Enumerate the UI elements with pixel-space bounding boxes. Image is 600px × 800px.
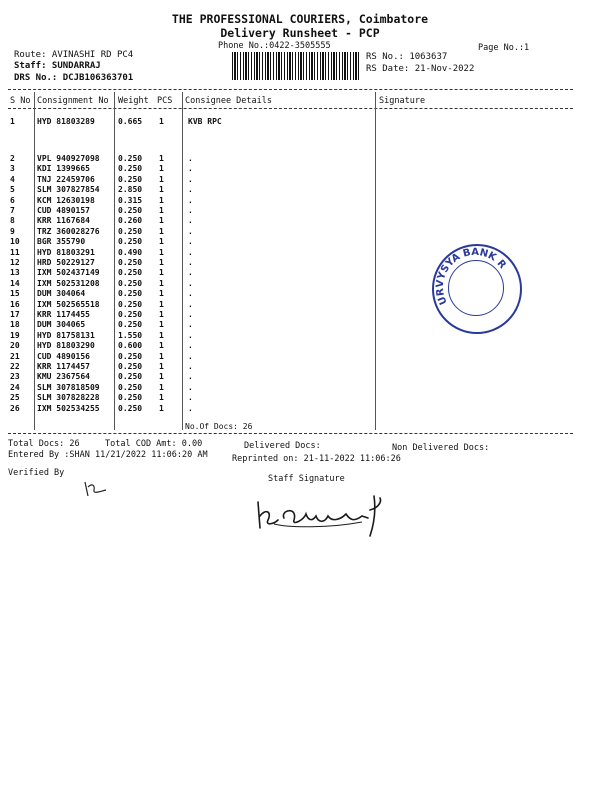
row-consignee-details: . xyxy=(188,216,193,226)
row-weight: 0.250 xyxy=(118,320,143,330)
col-header-signature: Signature xyxy=(379,96,426,106)
row-sno: 12 xyxy=(10,258,20,267)
row-weight: 0.250 xyxy=(118,351,143,361)
row-sno: 1 xyxy=(10,117,15,126)
table-row xyxy=(0,154,600,164)
staff-signature xyxy=(250,490,410,540)
table-bottom-rule xyxy=(8,433,573,434)
bank-stamp xyxy=(432,244,522,334)
total-cod: Total COD Amt: 0.00 xyxy=(105,439,203,449)
table-row xyxy=(0,206,600,216)
table-row xyxy=(0,185,600,195)
entered-by: Entered By :SHAN 11/21/2022 11:06:20 AM xyxy=(8,450,208,460)
row-consignee-details: . xyxy=(188,174,193,184)
row-consignment-no: SLM 307827854 xyxy=(37,185,100,195)
row-consignee-details: . xyxy=(188,362,193,371)
row-consignment-no: KRR 1174457 xyxy=(37,362,90,371)
total-docs: Total Docs: 26 xyxy=(8,439,80,449)
row-consignment-no: TRZ 360028276 xyxy=(37,226,100,236)
row-pcs: 1 xyxy=(159,195,164,205)
row-consignment-no: SLM 307828228 xyxy=(37,393,100,403)
row-pcs: 1 xyxy=(159,117,164,126)
reprinted-on: Reprinted on: 21-11-2022 11:06:26 xyxy=(232,454,401,464)
row-consignment-no: VPL 940927098 xyxy=(37,154,100,163)
row-consignee-details: . xyxy=(188,289,193,299)
row-sno: 7 xyxy=(10,206,15,215)
row-sno: 11 xyxy=(10,247,20,257)
col-header-pcs: PCS xyxy=(157,96,173,106)
row-consignment-no: KDI 1399665 xyxy=(37,164,90,174)
table-row xyxy=(0,216,600,226)
verified-by: Verified By xyxy=(8,468,65,478)
row-weight: 0.250 xyxy=(118,403,143,413)
row-pcs: 1 xyxy=(159,320,164,330)
row-consignment-no: CUD 4890157 xyxy=(37,206,90,215)
row-pcs: 1 xyxy=(159,164,164,174)
row-consignment-no: KRR 1174455 xyxy=(37,310,90,319)
row-sno: 15 xyxy=(10,289,20,299)
row-sno: 20 xyxy=(10,341,20,351)
row-consignment-no: HRD 50229127 xyxy=(37,258,95,267)
row-pcs: 1 xyxy=(159,362,164,371)
row-consignment-no: IXM 502534255 xyxy=(37,403,100,413)
phone-number: Phone No.:0422-3505555 xyxy=(218,41,331,51)
row-pcs: 1 xyxy=(159,393,164,403)
table-row xyxy=(0,352,600,362)
row-weight: 0.250 xyxy=(118,278,143,288)
delivered-docs: Delivered Docs: xyxy=(244,441,321,451)
staff: Staff: SUNDARRAJ xyxy=(14,61,101,71)
row-pcs: 1 xyxy=(159,206,164,215)
row-consignee-details: . xyxy=(188,195,193,205)
table-row xyxy=(0,404,600,414)
row-consignee-details: . xyxy=(188,164,193,174)
row-consignee-details: . xyxy=(188,320,193,330)
row-pcs: 1 xyxy=(159,258,164,267)
row-consignee-details: . xyxy=(188,393,193,403)
row-weight: 0.250 xyxy=(118,382,143,392)
table-row xyxy=(0,331,600,341)
row-pcs: 1 xyxy=(159,226,164,236)
row-sno: 22 xyxy=(10,362,20,371)
stamp-text: URVYSYA BANK RPC xyxy=(434,246,508,307)
row-weight: 0.490 xyxy=(118,247,143,257)
row-weight: 0.250 xyxy=(118,393,143,403)
page-number: Page No.:1 xyxy=(478,43,530,53)
non-delivered-docs: Non Delivered Docs: xyxy=(392,443,490,453)
row-sno: 9 xyxy=(10,226,15,236)
col-header-consignment: Consignment No xyxy=(37,96,109,106)
row-sno: 26 xyxy=(10,403,20,413)
row-pcs: 1 xyxy=(159,289,164,299)
row-consignee-details: . xyxy=(188,237,193,247)
rs-number: RS No.: 1063637 xyxy=(366,52,448,62)
row-consignment-no: CUD 4890156 xyxy=(37,351,90,361)
row-weight: 0.250 xyxy=(118,206,143,215)
staff-signature-label: Staff Signature xyxy=(268,474,345,484)
row-consignment-no: IXM 502437149 xyxy=(37,268,100,278)
row-pcs: 1 xyxy=(159,299,164,309)
row-pcs: 1 xyxy=(159,247,164,257)
row-sno: 3 xyxy=(10,164,15,174)
row-sno: 21 xyxy=(10,351,20,361)
table-header-rule xyxy=(8,108,573,109)
row-weight: 0.250 xyxy=(118,310,143,319)
row-consignee-details: . xyxy=(188,310,193,319)
row-pcs: 1 xyxy=(159,403,164,413)
row-consignment-no: BGR 355790 xyxy=(37,237,86,247)
col-header-sno: S No xyxy=(10,96,31,106)
row-weight: 0.250 xyxy=(118,164,143,174)
row-sno: 25 xyxy=(10,393,20,403)
document-title: Delivery Runsheet - PCP xyxy=(220,26,380,40)
row-sno: 18 xyxy=(10,320,20,330)
col-header-consignee: Consignee Details xyxy=(185,96,272,106)
row-consignee-details: KVB RPC xyxy=(188,117,222,126)
row-sno: 14 xyxy=(10,278,20,288)
row-consignee-details: . xyxy=(188,351,193,361)
row-consignment-no: IXM 502531208 xyxy=(37,278,100,288)
row-consignee-details: . xyxy=(188,226,193,236)
row-consignment-no: SLM 307818509 xyxy=(37,382,100,392)
row-consignee-details: . xyxy=(188,258,193,267)
row-consignee-details: . xyxy=(188,185,193,195)
row-weight: 0.665 xyxy=(118,117,143,126)
row-weight: 0.260 xyxy=(118,216,143,226)
row-weight: 2.850 xyxy=(118,185,143,195)
row-weight: 1.550 xyxy=(118,330,143,340)
row-sno: 19 xyxy=(10,330,20,340)
row-sno: 10 xyxy=(10,237,20,247)
row-consignee-details: . xyxy=(188,330,193,340)
row-consignment-no: KCM 12630198 xyxy=(37,195,95,205)
row-pcs: 1 xyxy=(159,351,164,361)
row-consignment-no: KMU 2367564 xyxy=(37,372,90,382)
verifier-initials xyxy=(82,478,112,500)
row-weight: 0.250 xyxy=(118,237,143,247)
row-pcs: 1 xyxy=(159,154,164,163)
row-consignee-details: . xyxy=(188,403,193,413)
row-sno: 17 xyxy=(10,310,20,319)
row-pcs: 1 xyxy=(159,268,164,278)
svg-text:URVYSYA BANK RPC CBE xyxy=(432,244,510,311)
row-consignment-no: KRR 1167684 xyxy=(37,216,90,226)
row-pcs: 1 xyxy=(159,372,164,382)
row-pcs: 1 xyxy=(159,341,164,351)
table-row xyxy=(0,341,600,351)
row-pcs: 1 xyxy=(159,216,164,226)
row-weight: 0.250 xyxy=(118,289,143,299)
table-row xyxy=(0,362,600,372)
row-weight: 0.315 xyxy=(118,195,143,205)
row-consignee-details: . xyxy=(188,247,193,257)
row-weight: 0.250 xyxy=(118,226,143,236)
row-consignee-details: . xyxy=(188,299,193,309)
row-weight: 0.250 xyxy=(118,174,143,184)
row-sno: 16 xyxy=(10,299,20,309)
row-consignee-details: . xyxy=(188,278,193,288)
row-pcs: 1 xyxy=(159,310,164,319)
no-of-docs: No.Of Docs: 26 xyxy=(185,422,253,431)
row-pcs: 1 xyxy=(159,330,164,340)
table-row xyxy=(0,393,600,403)
row-sno: 24 xyxy=(10,382,20,392)
table-top-rule xyxy=(8,89,573,90)
row-consignment-no: IXM 502565518 xyxy=(37,299,100,309)
row-weight: 0.250 xyxy=(118,299,143,309)
row-sno: 23 xyxy=(10,372,20,382)
route: Route: AVINASHI RD PC4 xyxy=(14,50,134,60)
row-weight: 0.250 xyxy=(118,268,143,278)
row-sno: 6 xyxy=(10,195,15,205)
row-weight: 0.250 xyxy=(118,154,143,163)
row-consignee-details: . xyxy=(188,372,193,382)
table-row xyxy=(0,227,600,237)
row-consignment-no: HYD 81803289 xyxy=(37,117,95,126)
col-header-weight: Weight xyxy=(118,96,149,106)
row-sno: 13 xyxy=(10,268,20,278)
row-consignment-no: DUM 304064 xyxy=(37,289,86,299)
company-title: THE PROFESSIONAL COURIERS, Coimbatore xyxy=(171,12,429,26)
row-consignee-details: . xyxy=(188,206,193,215)
row-weight: 0.250 xyxy=(118,372,143,382)
table-row xyxy=(0,175,600,185)
row-consignment-no: HYD 81803291 xyxy=(37,247,95,257)
barcode xyxy=(232,52,360,80)
row-consignee-details: . xyxy=(188,341,193,351)
row-pcs: 1 xyxy=(159,278,164,288)
row-pcs: 1 xyxy=(159,185,164,195)
table-row xyxy=(0,383,600,393)
table-row xyxy=(0,196,600,206)
row-consignment-no: HYD 81758131 xyxy=(37,330,95,340)
table-row xyxy=(0,117,600,127)
row-pcs: 1 xyxy=(159,382,164,392)
row-weight: 0.250 xyxy=(118,362,143,371)
row-consignment-no: TNJ 22459706 xyxy=(37,174,95,184)
row-consignee-details: . xyxy=(188,268,193,278)
row-sno: 5 xyxy=(10,185,15,195)
row-consignee-details: . xyxy=(188,382,193,392)
row-sno: 2 xyxy=(10,154,15,163)
row-pcs: 1 xyxy=(159,174,164,184)
row-consignment-no: DUM 304065 xyxy=(37,320,86,330)
row-weight: 0.600 xyxy=(118,341,143,351)
row-weight: 0.250 xyxy=(118,258,143,267)
row-consignee-details: . xyxy=(188,154,193,163)
row-pcs: 1 xyxy=(159,237,164,247)
table-row xyxy=(0,164,600,174)
row-sno: 8 xyxy=(10,216,15,226)
drs-number: DRS No.: DCJB106363701 xyxy=(14,73,134,83)
table-row xyxy=(0,372,600,382)
row-consignment-no: HYD 81803290 xyxy=(37,341,95,351)
row-sno: 4 xyxy=(10,174,15,184)
rs-date: RS Date: 21-Nov-2022 xyxy=(366,64,475,74)
